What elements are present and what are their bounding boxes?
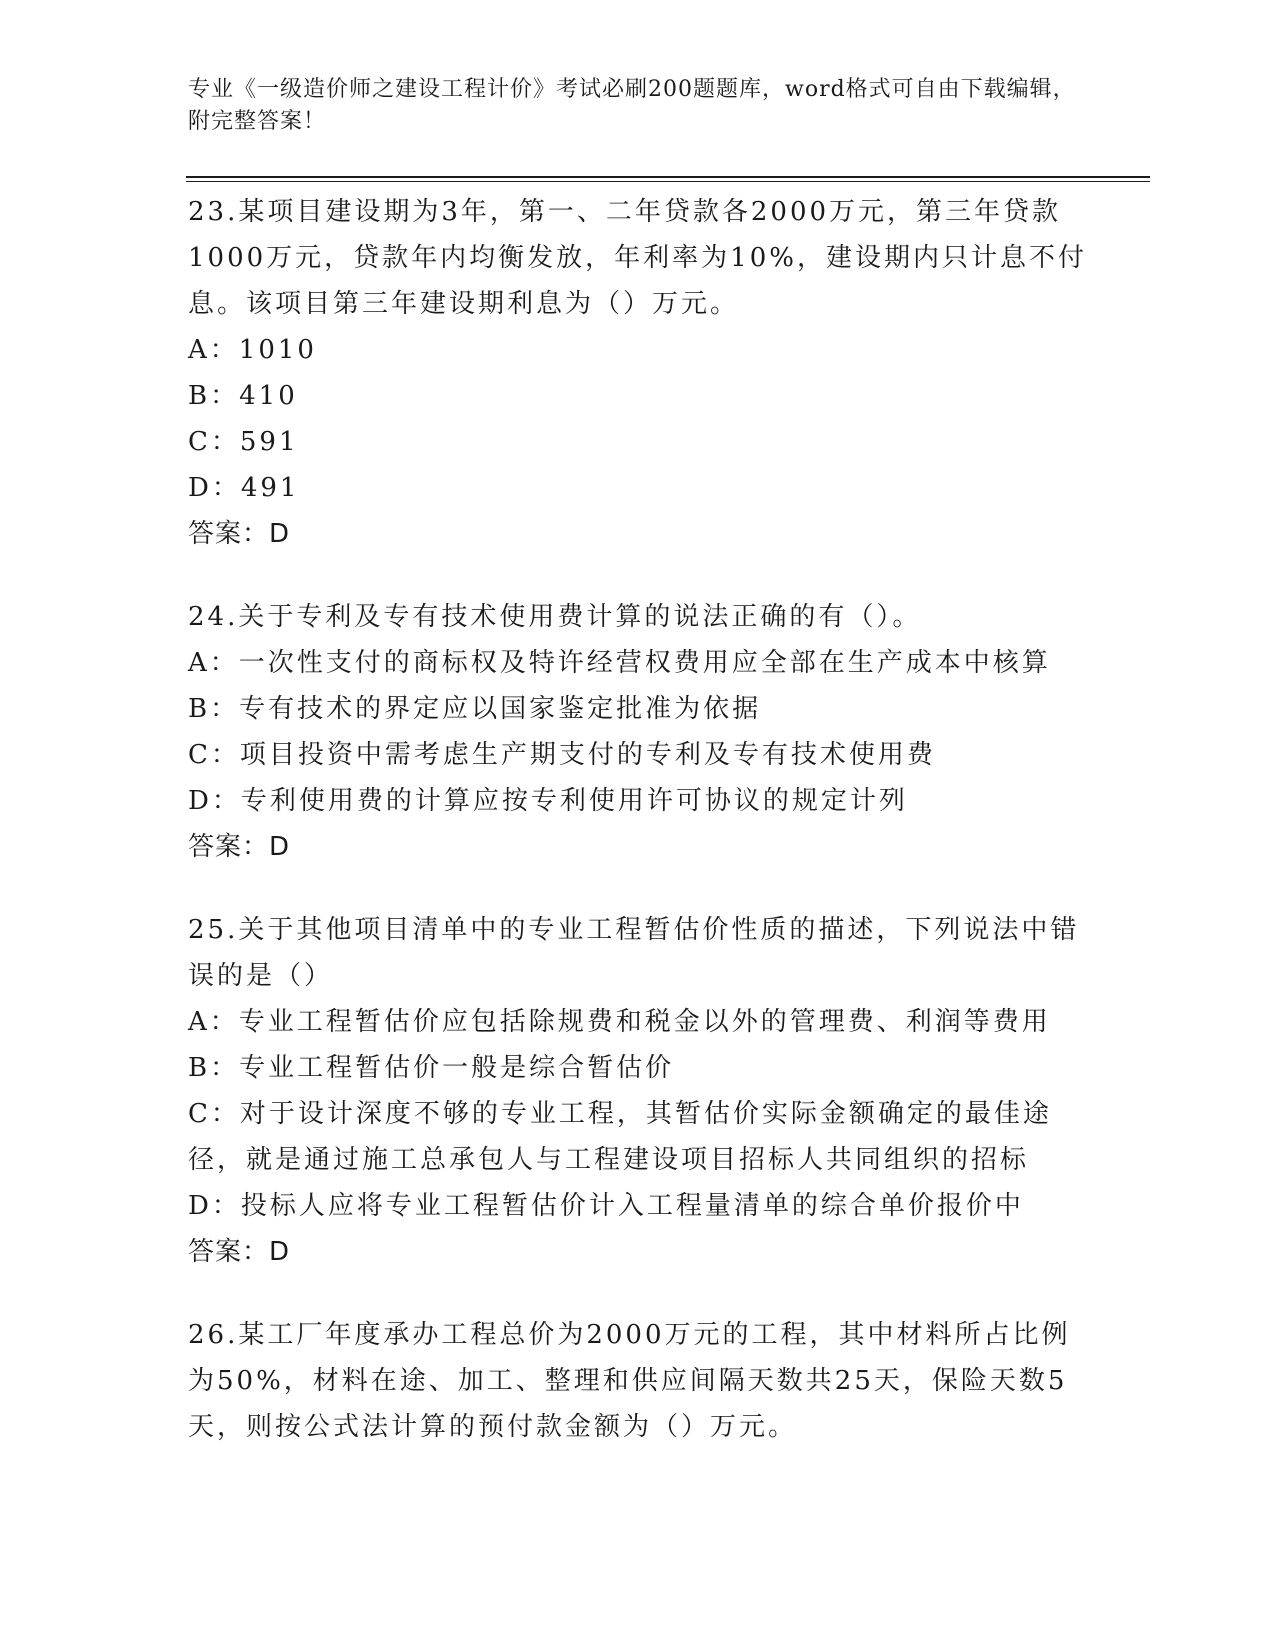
option-a: A：1010: [188, 335, 317, 365]
option-b: B：专业工程暂估价一般是综合暂估价: [188, 1053, 675, 1083]
document-header: 专业《一级造价师之建设工程计价》考试必刷200题题库，word格式可自由下载编辑，附完整答案！: [188, 77, 1076, 134]
option-c: C：591: [188, 427, 299, 457]
question-stem: 26.某工厂年度承办工程总价为2000万元的工程，其中材料所占比例为50%，材料在途、加工、整理和供应间隔天数共25天，保险天数5天，则按公式法计算的预付款金额为（）万元。: [188, 1320, 1071, 1442]
answer-label: 答案：D: [188, 1237, 291, 1267]
question-23: [188, 189, 1088, 557]
option-c: C：对于设计深度不够的专业工程，其暂估价实际金额确定的最佳途径，就是通过施工总承包人与工程建设项目招标人共同组织的招标: [188, 1099, 1052, 1175]
question-stem: 25.关于其他项目清单中的专业工程暂估价性质的描述，下列说法中错误的是（）: [188, 915, 1080, 991]
option-d: D：491: [188, 473, 300, 503]
question-stem: 24.关于专利及专有技术使用费计算的说法正确的有（）。: [188, 602, 922, 632]
option-d: D：投标人应将专业工程暂估价计入工程量清单的综合单价报价中: [188, 1191, 1024, 1221]
question-25: [188, 907, 1088, 1275]
header-divider-thick: [186, 176, 1150, 178]
option-d: D：专利使用费的计算应按专利使用许可协议的规定计列: [188, 786, 908, 816]
answer-label: 答案：D: [188, 519, 291, 549]
header-divider-thin: [186, 181, 1150, 182]
question-list: [188, 189, 1088, 1487]
question-26: [188, 1312, 1088, 1450]
option-a: A：一次性支付的商标权及特许经营权费用应全部在生产成本中核算: [188, 648, 1051, 678]
option-b: B：专有技术的界定应以国家鉴定批准为依据: [188, 694, 762, 724]
question-24: [188, 594, 1088, 870]
answer-label: 答案：D: [188, 832, 291, 862]
option-a: A：专业工程暂估价应包括除规费和税金以外的管理费、利润等费用: [188, 1007, 1051, 1037]
option-c: C：项目投资中需考虑生产期支付的专利及专有技术使用费: [188, 740, 936, 770]
question-stem: 23.某项目建设期为3年，第一、二年贷款各2000万元，第三年贷款1000万元，贷款年内均衡发放，年利率为10%，建设期内只计息不付息。该项目第三年建设期利息为（）万元。: [188, 197, 1087, 319]
option-b: B：410: [188, 381, 298, 411]
